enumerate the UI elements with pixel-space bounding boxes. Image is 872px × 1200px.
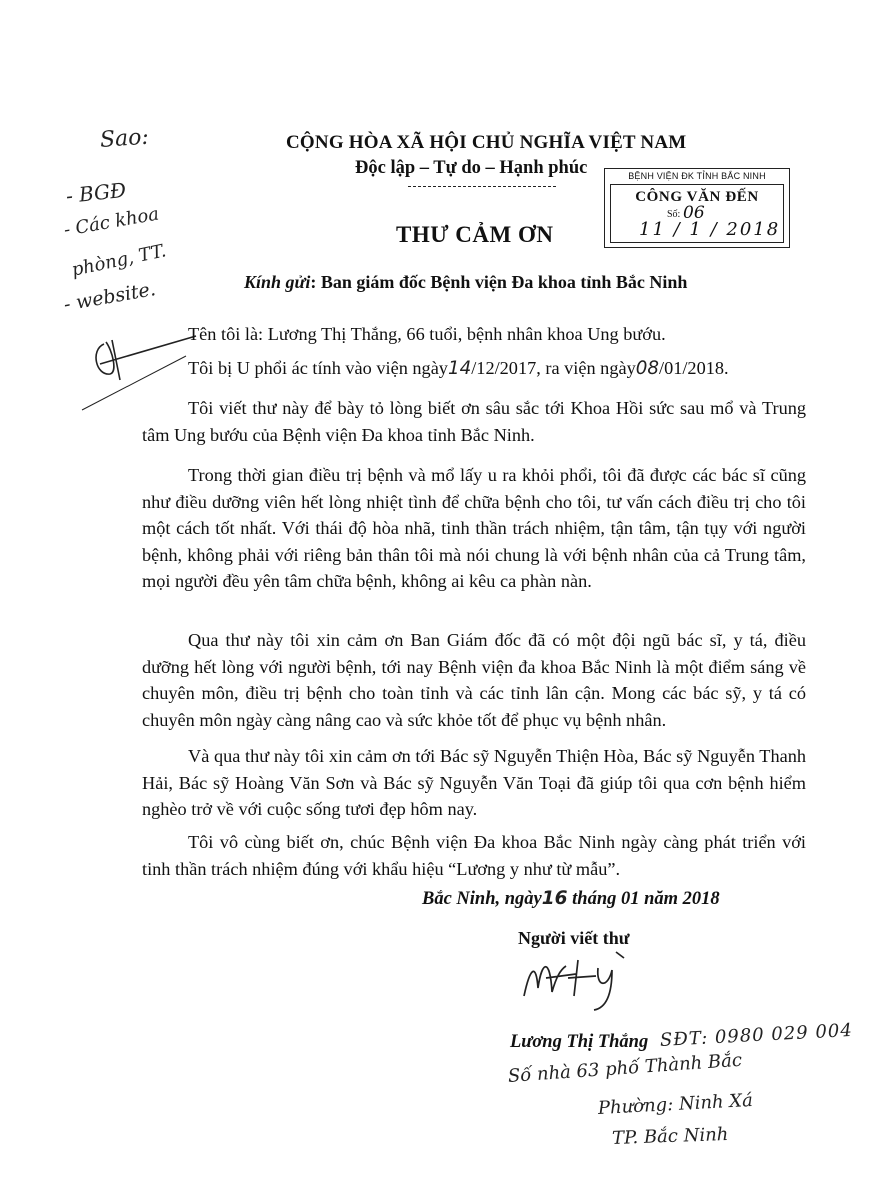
admission-day: 14 (447, 358, 472, 379)
margin-note-4: phòng, TT. (69, 240, 169, 281)
paragraph-gratitude: Tôi viết thư này để bày tỏ lòng biết ơn sâu sắc tới Khoa Hồi sức sau mổ và Trung tâm Ung bướu của Bệnh viện Đa khoa tỉnh Bắc Ninh. (142, 398, 806, 445)
recipient-line (244, 272, 687, 293)
margin-note-5: - website. (62, 278, 158, 316)
margin-note-3: - Các khoa (62, 203, 161, 241)
discharge-day: 08 (635, 358, 659, 379)
recipient-name: : Ban giám đốc Bệnh viện Đa khoa tỉnh Bắc Ninh (310, 272, 688, 292)
signer-role: Người viết thư (518, 928, 630, 948)
margin-note-2: - BGĐ (64, 177, 128, 208)
signer-phone: SĐT: 0980 029 004 (659, 1019, 854, 1051)
nation-heading: CỘNG HÒA XÃ HỘI CHỦ NGHĨA VIỆT NAM (286, 132, 687, 153)
stamp-hospital: BỆNH VIỆN ĐK TỈNH BẮC NINH (628, 171, 766, 181)
stamp-date: 11 / 1 / 2018 (639, 219, 781, 240)
header-divider (408, 186, 556, 187)
paragraph-intro: Tên tôi là: Lương Thị Thắng, 66 tuổi, bệnh nhân khoa Ung bướu. (188, 324, 666, 344)
stamp-label: CÔNG VĂN ĐẾN (635, 189, 759, 205)
admission-text-a: Tôi bị U phổi ác tính vào viện ngày (188, 358, 448, 378)
address-line-3: TP. Bắc Ninh (611, 1123, 729, 1149)
admission-text-c: /01/2018. (658, 358, 729, 378)
signing-date (422, 888, 720, 910)
signing-day: 16 (541, 888, 568, 909)
paragraph-doctor-thanks: Và qua thư này tôi xin cảm ơn tới Bác sỹ Nguyễn Thiện Hòa, Bác sỹ Nguyễn Thanh Hải, Bác sỹ Hoàng Văn Sơn và Bác sỹ Nguyễn Văn Toại đã giúp tôi qua cơn bệnh hiểm nghèo trở về với cuộc sống tươi đẹp hôm nay. (142, 746, 806, 820)
signature-mark (516, 948, 656, 1018)
paragraph-board-thanks: Qua thư này tôi xin cảm ơn Ban Giám đốc đã có một đội ngũ bác sĩ, y tá, điều dưỡng hết lòng với người bệnh, tới nay Bệnh viện đa khoa Bắc Ninh là một điểm sáng về chuyên môn, điều trị bệnh cho toàn tỉnh và các tỉnh lân cận. Mong các bác sỹ, y tá có chuyên môn ngày càng nâng cao và sức khỏe tốt để phục vụ bệnh nhân. (142, 630, 806, 730)
stamp-number: 06 (683, 203, 705, 223)
incoming-stamp (604, 168, 790, 248)
margin-note-1: Sao: (99, 124, 150, 153)
motto-heading: Độc lập – Tự do – Hạnh phúc (355, 158, 588, 178)
letter-title: THƯ CẢM ƠN (396, 222, 554, 247)
signer-name: Lương Thị Thắng (510, 1032, 649, 1052)
signing-date-b: tháng 01 năm 2018 (567, 889, 720, 909)
address-line-2: Phường: Ninh Xá (597, 1089, 754, 1119)
admission-text-b: /12/2017, ra viện ngày (471, 358, 636, 378)
recipient-label: Kính gửi (244, 272, 311, 292)
address-line-1: Số nhà 63 phố Thành Bắc (507, 1049, 743, 1087)
signing-date-a: Bắc Ninh, ngày (422, 889, 542, 909)
paragraph-closing-wish: Tôi vô cùng biết ơn, chúc Bệnh viện Đa khoa Bắc Ninh ngày càng phát triển với tinh thần trách nhiệm đúng với khẩu hiệu “Lương y như từ mẫu”. (142, 832, 806, 879)
paragraph-admission (142, 355, 806, 383)
stamp-inner-box (610, 184, 784, 243)
stamp-number-label: Số: (667, 209, 681, 220)
paragraph-treatment: Trong thời gian điều trị bệnh và mổ lấy u ra khỏi phổi, tôi đã được các bác sĩ cũng như điều dưỡng viên hết lòng nhiệt tình để chữa bệnh cho tôi, tư vấn cách điều trị cho tôi một cách tốt nhất. Với thái độ hòa nhã, tinh thần trách nhiệm, tận tâm, tận tụy với người bệnh, không phải với riêng bản thân tôi mà nói chung là với bệnh nhân của cả Trung tâm, mọi người đều yên tâm chữa bệnh, không ai kêu ca phàn nàn. (142, 465, 806, 592)
